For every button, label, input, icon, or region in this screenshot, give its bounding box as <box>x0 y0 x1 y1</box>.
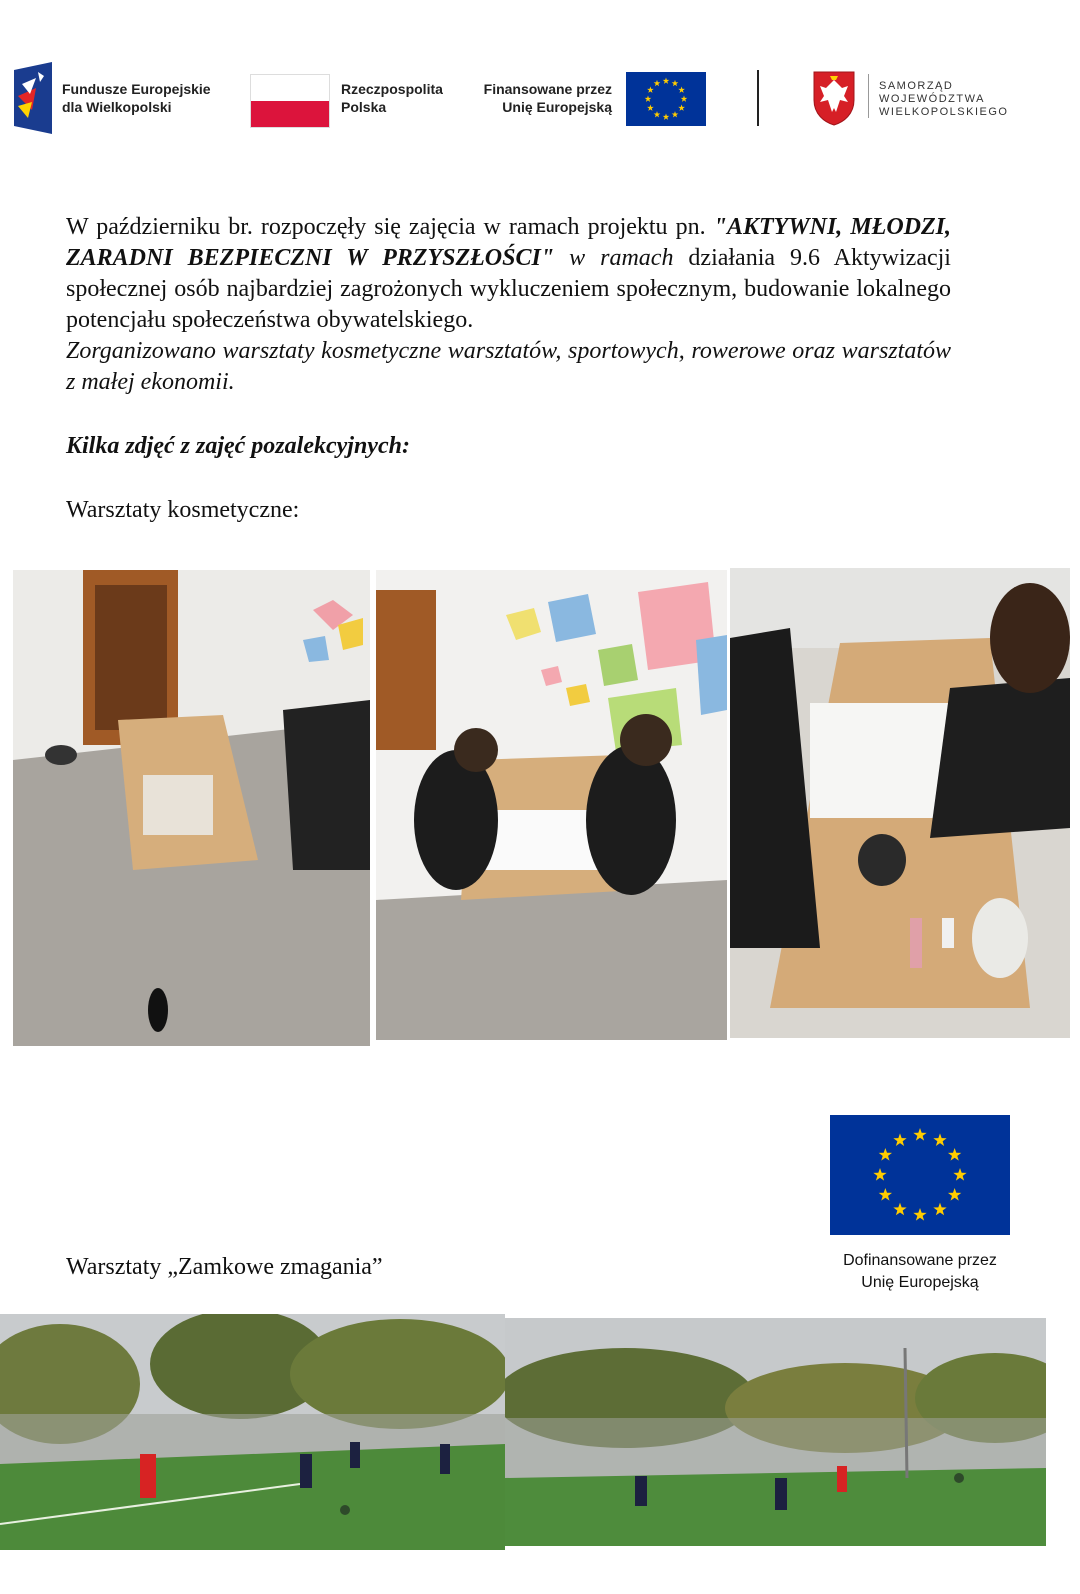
sam-line2: WOJEWÓDZTWA <box>879 93 985 105</box>
sam-divider <box>868 74 869 118</box>
intro-paragraph-2: Zorganizowano warsztaty kosmetyczne warsztatów, sportowych, rowerowe oraz warsztatów z małej ekonomii. <box>66 338 951 395</box>
intro-paragraph-1 <box>66 212 951 336</box>
eu-star <box>953 1168 966 1181</box>
cosmetic-photo-3 <box>730 568 1070 1038</box>
eu-flag-small <box>626 72 706 126</box>
eu-star <box>893 1203 906 1216</box>
sam-line1: SAMORZĄD <box>879 80 954 92</box>
photos-heading: Kilka zdjęć z zajęć pozalekcyjnych: <box>66 433 410 459</box>
eu-caption-line1: Dofinansowane przez <box>843 1252 997 1269</box>
football-photo-1 <box>0 1314 505 1550</box>
rp-logo-text <box>341 80 443 116</box>
eu-star <box>893 1133 906 1146</box>
fundusze-europejskie-logo <box>14 62 52 134</box>
eu-caption-line2: Unię Europejską <box>861 1274 979 1291</box>
cosmetic-photo-2 <box>376 570 727 1040</box>
fe-logo-text <box>62 80 211 116</box>
fe-line2: dla Wielkopolski <box>62 99 172 115</box>
wielkopolska-crest <box>812 70 856 126</box>
intro-p1-c: działania 9.6 Aktywizacji społecznej osób najbardziej zagrożonych wykluczeniem społecznym, budowanie lokalnego potencjału społeczeństwa obywatelskiego. <box>66 245 951 333</box>
fin-logo-text <box>470 80 612 116</box>
rp-line1: Rzeczpospolita <box>341 81 443 97</box>
eu-star <box>913 1208 926 1221</box>
eu-star <box>879 1148 892 1161</box>
fe-line1: Fundusze Europejskie <box>62 81 211 97</box>
cosmetic-photo-1 <box>13 570 370 1046</box>
eu-star <box>913 1128 926 1141</box>
fin-line2: Unię Europejską <box>502 99 612 115</box>
header-logos <box>0 60 1080 140</box>
eu-star <box>873 1168 886 1181</box>
sam-logo-text <box>879 80 1008 119</box>
intro-p1-b: w ramach <box>554 245 674 271</box>
eu-star <box>879 1188 892 1201</box>
sam-line3: WIELKOPOLSKIEGO <box>879 106 1009 118</box>
eu-star <box>948 1148 961 1161</box>
rp-line2: Polska <box>341 99 387 115</box>
eu-star <box>933 1203 946 1216</box>
poland-flag <box>250 74 330 128</box>
section-sport-heading: Warsztaty „Zamkowe zmagania” <box>66 1254 383 1280</box>
eu-flag <box>830 1115 1010 1235</box>
section-cosmetic-heading: Warsztaty kosmetyczne: <box>66 497 300 523</box>
intro-p1-a: W październiku br. rozpoczęły się zajęcia w ramach projektu pn. <box>66 214 714 240</box>
logo-divider <box>757 70 759 126</box>
eu-star <box>933 1133 946 1146</box>
project-title: "AKTYWNI, MŁODZI, ZARADNI BEZPIECZNI W PRZYSZŁOŚCI" <box>66 214 951 271</box>
eu-funding-caption <box>800 1250 1040 1294</box>
football-photo-2 <box>505 1318 1046 1546</box>
fin-line1: Finansowane przez <box>483 81 612 97</box>
intro-text <box>66 212 951 398</box>
eu-star <box>948 1188 961 1201</box>
